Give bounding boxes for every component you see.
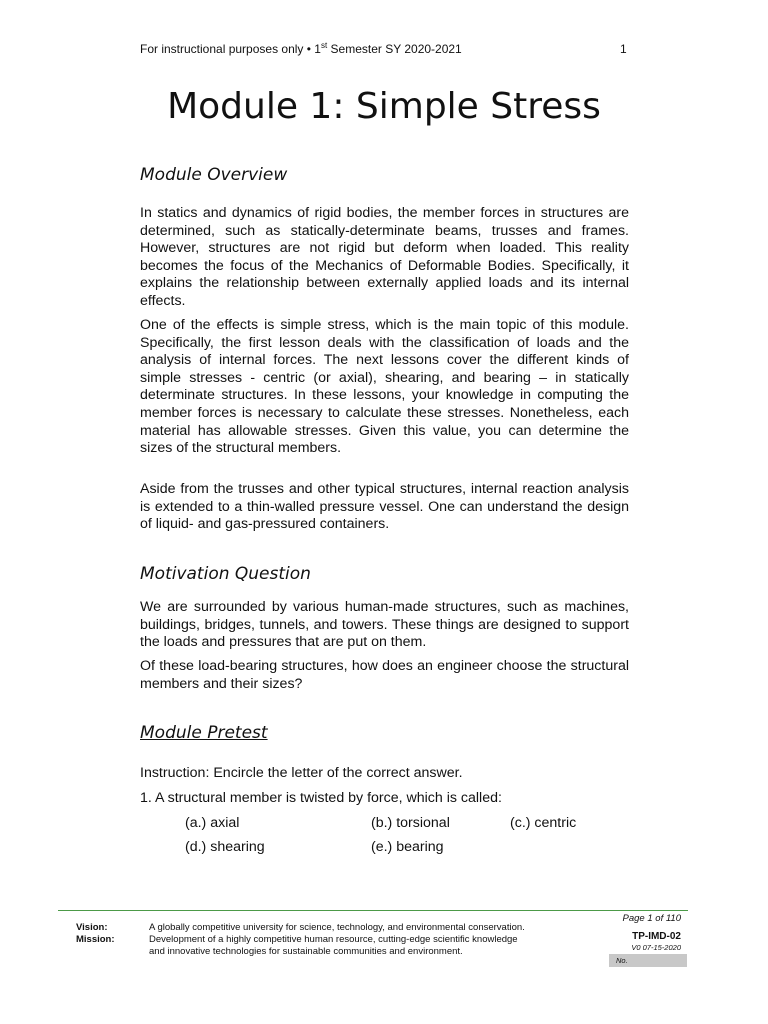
number-box [609, 954, 687, 967]
overview-paragraph-1: In statics and dynamics of rigid bodies, the member forces in structures are determined, such as statically-determinate beams, trusses and frames. However, structures are not rigid but deform when loaded. This reality becomes the focus of the Mechanics of Deformable Bodies. Specifically, it explains the relationship between externally applied loads and its internal effects. [140, 205, 629, 309]
mission-text-line-1: Development of a highly competitive human resource, cutting-edge scientific knowledge [149, 934, 518, 945]
mission-label: Mission: [76, 934, 115, 945]
header-superscript: st [320, 41, 328, 50]
option-b: (b.) torsional [371, 815, 450, 831]
section-heading-pretest: Module Pretest [140, 723, 268, 743]
pretest-instruction: Instruction: Encircle the letter of the correct answer. [140, 765, 463, 781]
option-e: (e.) bearing [371, 839, 444, 855]
document-id: TP-IMD-02 [632, 931, 681, 942]
option-d: (d.) shearing [185, 839, 265, 855]
section-heading-motivation: Motivation Question [140, 564, 311, 584]
vision-text: A globally competitive university for science, technology, and environmental conservation. [149, 922, 525, 933]
header-suffix: Semester SY 2020-2021 [327, 42, 462, 56]
overview-paragraph-3: Aside from the trusses and other typical structures, internal reaction analysis is extended to a thin-walled pressure vessel. One can understand the design of liquid- and gas-pressured containers. [140, 481, 629, 533]
motivation-paragraph-1: We are surrounded by various human-made structures, such as machines, buildings, bridges, tunnels, and towers. These things are designed to support the loads and pressures that are put on them. [140, 599, 629, 651]
mission-text-line-2: and innovative technologies for sustainable communities and environment. [149, 946, 463, 957]
pretest-question-1: 1. A structural member is twisted by force, which is called: [140, 790, 502, 806]
footer-divider [58, 910, 688, 911]
page-title: Module 1: Simple Stress [167, 86, 601, 127]
motivation-paragraph-2: Of these load-bearing structures, how does an engineer choose the structural members and their sizes? [140, 658, 629, 692]
overview-paragraph-2: One of the effects is simple stress, which is the main topic of this module. Specifically, the first lesson deals with the classification of loads and the analysis of internal forces. The next lessons cover the different kinds of simple stresses - centric (or axial), shearing, and bearing – in statically determinate structures. In these lessons, your knowledge in computing the member forces is necessary to calculate these stresses. Nonetheless, each material has allowable stresses. Given this value, you can determine the sizes of the structural members. [140, 317, 629, 457]
vision-label: Vision: [76, 922, 108, 933]
document-version: V0 07-15-2020 [631, 943, 681, 952]
section-heading-overview: Module Overview [140, 165, 288, 185]
option-c: (c.) centric [510, 815, 577, 831]
number-box-label: No. [616, 956, 628, 965]
header-page-number: 1 [620, 42, 627, 56]
option-a: (a.) axial [185, 815, 240, 831]
header-course-info [140, 42, 462, 56]
footer-page-info: Page 1 of 110 [622, 913, 681, 924]
header-prefix: For instructional purposes only • 1 [140, 42, 321, 56]
